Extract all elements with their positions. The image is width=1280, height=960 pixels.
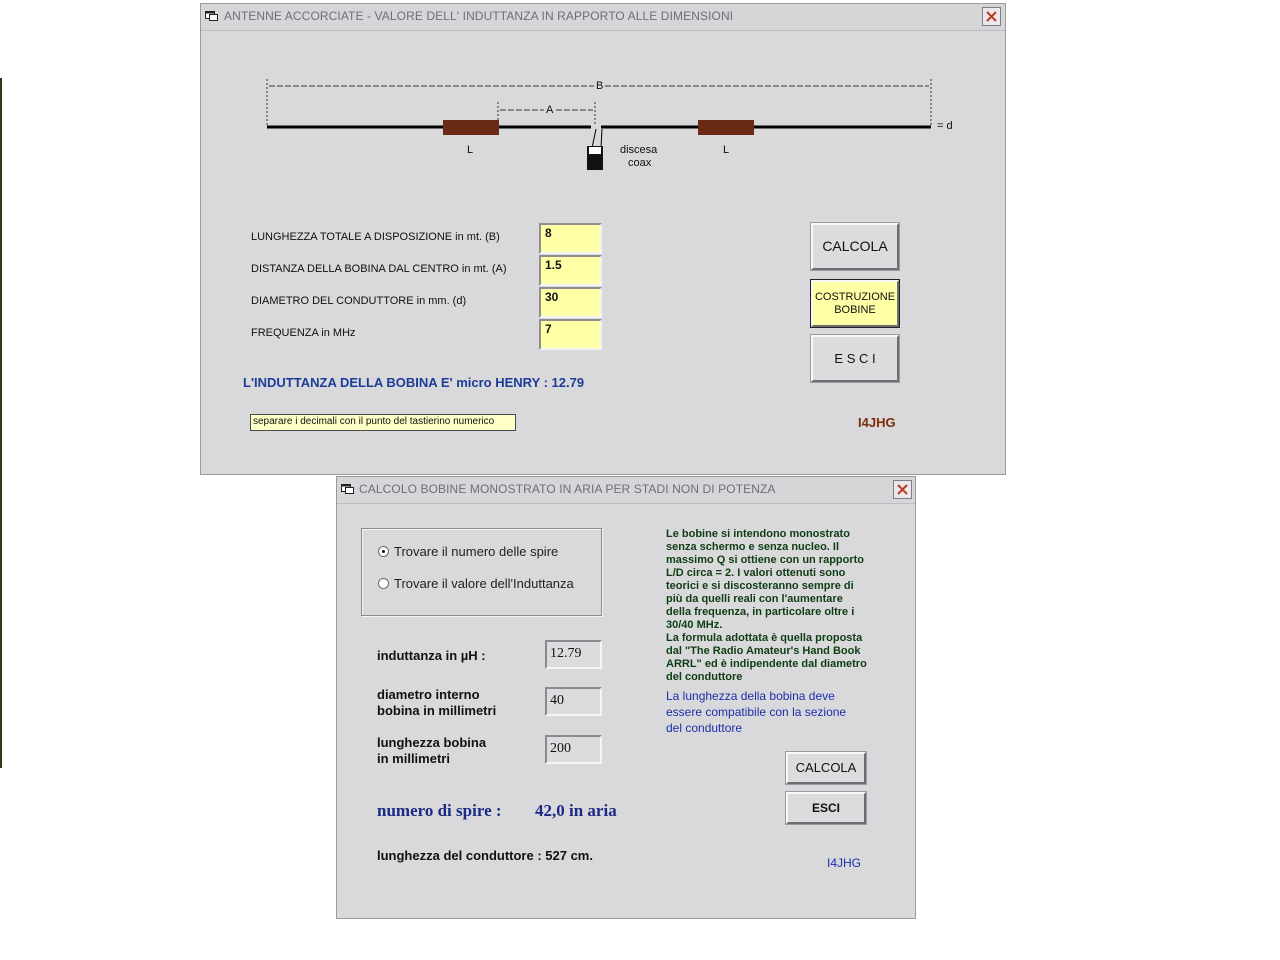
note-line: della frequenza, in particolare oltre i <box>666 606 855 618</box>
diameter-label-1: diametro interno <box>377 687 480 702</box>
antenna-diagram <box>261 74 961 174</box>
calcola-button-label: CALCOLA <box>822 238 888 254</box>
right-coil <box>698 120 754 135</box>
note-line: La formula adottata è quella proposta <box>666 632 863 644</box>
note-line: 30/40 MHz. <box>666 619 723 631</box>
feed-label-2: coax <box>628 157 652 169</box>
window-icon <box>205 10 218 21</box>
esci-button-2[interactable] <box>786 792 866 824</box>
note-line: più da quelli reali con l'aumentare <box>666 593 843 605</box>
diameter-input[interactable]: 40 <box>545 687 602 716</box>
close-icon <box>985 10 998 23</box>
calcola-button-2-label: CALCOLA <box>795 760 857 775</box>
label-l-left: L <box>467 144 474 156</box>
esci-button-2-label: ESCI <box>811 801 840 815</box>
length-note <box>666 688 906 736</box>
title-bar[interactable] <box>201 4 1005 31</box>
option-inductance[interactable] <box>378 576 574 591</box>
note-line: dal "The Radio Amateur's Hand Book <box>666 645 861 657</box>
option-turns[interactable] <box>378 544 558 559</box>
length-note-line: del conduttore <box>666 721 743 735</box>
option-inductance-label: Trovare il valore dell'Induttanza <box>394 576 574 591</box>
length-note-line: La lunghezza della bobina deve <box>666 689 835 703</box>
window-icon <box>341 483 354 494</box>
field-label-total-length: LUNGHEZZA TOTALE A DISPOSIZIONE in mt. (B) <box>251 231 500 243</box>
inductance-result: L'INDUTTANZA DELLA BOBINA E' micro HENRY : 12.79 <box>243 375 585 390</box>
feed-label-1: discesa <box>620 144 658 156</box>
antenna-window <box>200 3 1006 475</box>
label-d: = d <box>937 120 953 132</box>
esci-button[interactable] <box>811 335 899 382</box>
conductor-length: lunghezza del conduttore : 527 cm. <box>377 848 593 863</box>
title-bar-2[interactable] <box>337 477 915 504</box>
inductance-input[interactable]: 12.79 <box>545 640 602 669</box>
length-note-line: essere compatibile con la sezione <box>666 705 847 719</box>
note-line: ARRL" ed è indipendente dal diametro <box>666 658 867 670</box>
close-button[interactable] <box>982 7 1001 26</box>
note-line: L/D circa = 2. I valori ottenuti sono <box>666 567 846 579</box>
calcola-button[interactable] <box>811 223 899 270</box>
radio-turns[interactable] <box>378 546 389 557</box>
length-label <box>377 735 486 767</box>
length-label-1: lunghezza bobina <box>377 735 487 750</box>
conductor-diameter-input[interactable]: 30 <box>539 287 602 318</box>
length-input[interactable]: 200 <box>545 735 602 764</box>
frequency-input[interactable]: 7 <box>539 319 602 350</box>
costruzione-label-2: BOBINE <box>834 304 876 316</box>
note-line: massimo Q si ottiene con un rapporto <box>666 554 865 566</box>
costruzione-label-1: COSTRUZIONE <box>814 291 896 303</box>
window-title: ANTENNE ACCORCIATE - VALORE DELL' INDUTTANZA IN RAPPORTO ALLE DIMENSIONI <box>224 9 734 23</box>
close-icon <box>896 483 909 496</box>
decimal-hint: separare i decimali con il punto del tastierino numerico <box>250 414 516 431</box>
diameter-label-2: bobina in millimetri <box>377 703 497 718</box>
coil-distance-input[interactable]: 1.5 <box>539 255 602 286</box>
calcola-button-2[interactable] <box>786 752 866 784</box>
option-turns-label: Trovare il numero delle spire <box>394 544 559 559</box>
radio-inductance[interactable] <box>378 578 389 589</box>
label-a: A <box>546 104 554 116</box>
turns-result-value: 42,0 in aria <box>535 801 617 820</box>
esci-button-label: E S C I <box>834 351 876 366</box>
note-line: teorici e si discosteranno sempre di <box>666 580 854 592</box>
total-length-input[interactable]: 8 <box>539 223 602 254</box>
info-note <box>666 528 906 684</box>
note-line: senza schermo e senza nucleo. Il <box>666 541 840 553</box>
turns-result-label: numero di spire : <box>377 801 502 820</box>
window-title-2: CALCOLO BOBINE MONOSTRATO IN ARIA PER STADI NON DI POTENZA <box>359 482 776 496</box>
close-button-2[interactable] <box>893 480 912 499</box>
inductance-label-text: induttanza in µH : <box>377 648 486 663</box>
field-label-coil-distance: DISTANZA DELLA BOBINA DAL CENTRO in mt. (A) <box>251 263 507 275</box>
author-credit-2: I4JHG <box>827 856 862 870</box>
note-line: del conduttore <box>666 671 743 683</box>
inductance-label <box>377 648 486 664</box>
mode-frame <box>361 528 602 616</box>
desktop-edge <box>0 78 2 768</box>
note-line: Le bobine si intendono monostrato <box>666 528 850 540</box>
left-coil <box>443 120 499 135</box>
field-label-frequency: FREQUENZA in MHz <box>251 327 356 339</box>
costruzione-bobine-button[interactable] <box>811 280 899 327</box>
coil-calculator-window <box>336 476 916 919</box>
field-label-conductor-diameter: DIAMETRO DEL CONDUTTORE in mm. (d) <box>251 295 467 307</box>
label-l-right: L <box>723 144 730 156</box>
length-label-2: in millimetri <box>377 751 450 766</box>
author-credit: I4JHG <box>858 415 896 430</box>
label-b: B <box>596 80 604 92</box>
diameter-label <box>377 687 496 719</box>
